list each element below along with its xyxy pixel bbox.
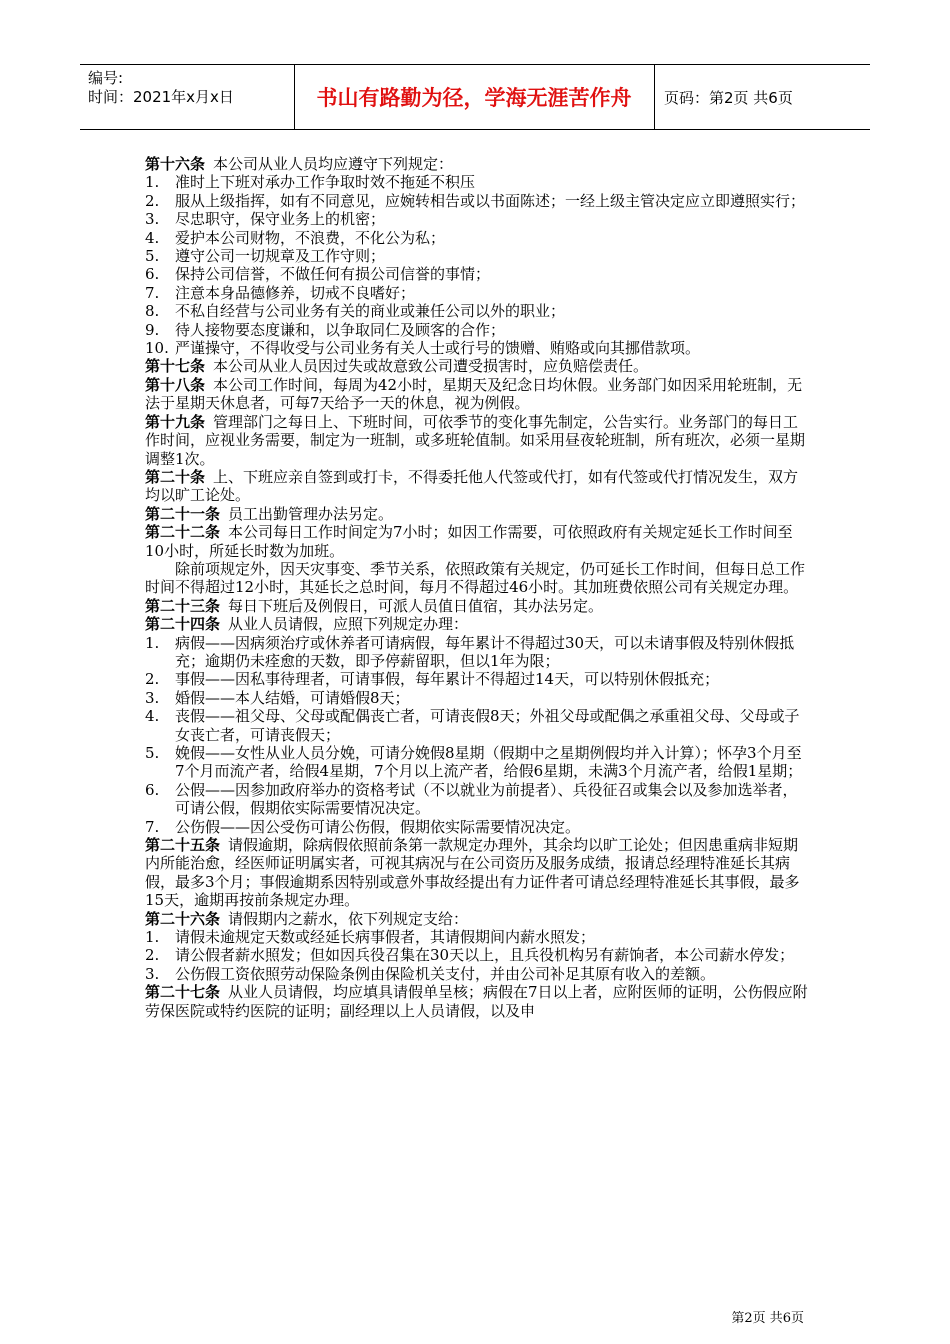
article-text: 本公司工作时间，每周为42小时，星期天及纪念日均休假。业务部门如因采用轮班制，无法于星期天休息者，可每7天给予一天的休息，视为例假。 bbox=[145, 375, 803, 413]
header-divider bbox=[654, 65, 655, 129]
article-text: 上、下班应亲自签到或打卡，不得委托他人代签或代打，如有代签或代打情况发生，双方均以旷工论处。 bbox=[145, 467, 799, 505]
list-item bbox=[145, 192, 810, 210]
list-item-number: 5. bbox=[145, 247, 160, 266]
list-item bbox=[145, 339, 810, 357]
article-22-paragraph: 除前项规定外，因天灾事变、季节关系，依照政策有关规定，仍可延长工作时间，但每日总工作时间不得超过12小时，其延长之总时间，每月不得超过46小时。其加班费依照公司有关规定办理。 bbox=[145, 559, 806, 597]
list-item bbox=[145, 689, 810, 707]
article-18 bbox=[145, 376, 810, 413]
article-title: 第二十五条 bbox=[145, 836, 221, 855]
page-header bbox=[80, 64, 870, 130]
article-25 bbox=[145, 836, 810, 910]
list-item bbox=[145, 321, 810, 339]
list-item-text: 丧假——祖父母、父母或配偶丧亡者，可请丧假8天；外祖父母或配偶之承重祖父母、父母或子女丧亡者，可请丧假天； bbox=[175, 707, 800, 744]
list-item bbox=[145, 707, 810, 744]
list-item-number: 7. bbox=[145, 817, 160, 836]
list-item bbox=[145, 229, 810, 247]
article-title: 第二十七条 bbox=[145, 983, 221, 1002]
list-item bbox=[145, 265, 810, 283]
list-item-text: 尽忠职守，保守业务上的机密； bbox=[175, 210, 386, 229]
article-title: 第二十四条 bbox=[145, 615, 221, 634]
article-title: 第二十二条 bbox=[145, 523, 221, 542]
article-17 bbox=[145, 357, 810, 375]
article-19 bbox=[145, 413, 810, 468]
list-item-text: 准时上下班对承办工作争取时效不拖延不积压 bbox=[175, 173, 476, 192]
list-item bbox=[145, 247, 810, 265]
list-item bbox=[145, 173, 810, 191]
list-item-number: 3. bbox=[145, 964, 160, 983]
list-item-number: 2. bbox=[145, 946, 160, 965]
list-item bbox=[145, 284, 810, 302]
list-item-number: 9. bbox=[145, 320, 160, 339]
list-item-text: 注意本身品德修养，切戒不良嗜好； bbox=[175, 283, 416, 302]
list-item bbox=[145, 946, 810, 964]
list-item-number: 10. bbox=[145, 339, 169, 358]
article-text: 员工出勤管理办法另定。 bbox=[228, 504, 394, 523]
list-item-number: 1. bbox=[145, 633, 160, 652]
article-20 bbox=[145, 468, 810, 505]
list-item-text: 不私自经营与公司业务有关的商业或兼任公司以外的职业； bbox=[175, 302, 566, 321]
article-title: 第二十一条 bbox=[145, 504, 221, 523]
article-22 bbox=[145, 523, 810, 560]
article-24 bbox=[145, 615, 810, 633]
article-title: 第十七条 bbox=[145, 357, 206, 376]
article-23 bbox=[145, 597, 810, 615]
article-text: 从业人员请假，应照下列规定办理： bbox=[228, 615, 469, 634]
list-item bbox=[145, 302, 810, 320]
list-item-text: 待人接物要态度谦和，以争取同仁及顾客的合作； bbox=[175, 320, 506, 339]
article-26-list bbox=[145, 928, 810, 983]
list-item-number: 6. bbox=[145, 265, 160, 284]
list-item-number: 7. bbox=[145, 283, 160, 302]
header-meta bbox=[88, 69, 293, 107]
list-item-text: 请公假者薪水照发；但如因兵役召集在30天以上，且兵役机构另有薪饷者，本公司薪水停发； bbox=[175, 946, 795, 965]
article-24-list bbox=[145, 634, 810, 836]
header-page-number: 页码：第2页 共6页 bbox=[664, 88, 793, 107]
list-item-text: 服从上级指挥，如有不同意见，应婉转相告或以书面陈述；一经上级主管决定应立即遵照实行； bbox=[175, 191, 806, 210]
article-text: 本公司从业人员因过失或故意致公司遭受损害时，应负赔偿责任。 bbox=[213, 357, 649, 376]
article-27 bbox=[145, 983, 810, 1020]
list-item-number: 5. bbox=[145, 744, 160, 762]
article-title: 第二十六条 bbox=[145, 909, 221, 928]
page-footer: 第2页 共6页 bbox=[731, 1311, 804, 1326]
list-item-text: 事假——因私事待理者，可请事假，每年累计不得超过14天，可以特别休假抵充； bbox=[175, 670, 720, 689]
article-26 bbox=[145, 910, 810, 928]
list-item bbox=[145, 634, 810, 671]
article-text: 请假逾期，除病假依照前条第一款规定办理外，其余均以旷工论处；但因患重病非短期内所能治愈，经医师证明属实者，可视其病况与在公司资历及服务成绩，报请总经理特准延长其病假，最多3个月；事假逾期系因特别或意外事故经提出有力证件者可请总经理特准延长其事假，最多15天，逾期再按前条规定办理。 bbox=[145, 836, 800, 910]
list-item-text: 保持公司信誉，不做任何有损公司信誉的事情； bbox=[175, 265, 491, 284]
time-label: 时间：2021年x月x日 bbox=[88, 88, 234, 106]
list-item-text: 爱护本公司财物，不浪费，不化公为私； bbox=[175, 228, 446, 247]
article-title: 第二十三条 bbox=[145, 596, 221, 615]
article-text: 本公司从业人员均应遵守下列规定： bbox=[213, 155, 454, 173]
list-item-number: 2. bbox=[145, 670, 160, 689]
list-item bbox=[145, 965, 810, 983]
article-text: 请假期内之薪水，依下列规定支给： bbox=[228, 909, 469, 928]
article-title: 第二十条 bbox=[145, 467, 206, 486]
article-21 bbox=[145, 505, 810, 523]
article-title: 第十九条 bbox=[145, 412, 206, 431]
list-item-text: 婚假——本人结婚，可请婚假8天； bbox=[175, 688, 410, 707]
list-item-number: 3. bbox=[145, 688, 160, 707]
article-text: 管理部门之每日上、下班时间，可依季节的变化事先制定，公告实行。业务部门的每日工作时间，应视业务需要，制定为一班制，或多班轮值制。如采用昼夜轮班制，所有班次，必须一星期调整1次。 bbox=[145, 412, 806, 468]
document-body bbox=[145, 155, 810, 1020]
list-item-text: 公伤假——因公受伤可请公伤假，假期依实际需要情况决定。 bbox=[175, 817, 581, 836]
article-16-list bbox=[145, 173, 810, 357]
article-text: 本公司每日工作时间定为7小时；如因工作需要，可依照政府有关规定延长工作时间至10小时，所延长时数为加班。 bbox=[145, 523, 793, 560]
list-item bbox=[145, 781, 810, 818]
header-motto: 书山有路勤为径，学海无涯苦作舟 bbox=[316, 86, 632, 110]
list-item-number: 4. bbox=[145, 228, 160, 247]
list-item bbox=[145, 670, 810, 688]
list-item-number: 3. bbox=[145, 210, 160, 229]
list-item-text: 病假——因病须治疗或休养者可请病假，每年累计不得超过30天，可以未请事假及特别休假抵充；逾期仍未痊愈的天数，即予停薪留职，但以1年为限； bbox=[175, 633, 795, 670]
list-item-text: 娩假——女性从业人员分娩，可请分娩假8星期（假期中之星期例假均并入计算）；怀孕3个月至7个月而流产者，给假4星期，7个月以上流产者，给假6星期，未满3个月流产者，给假1星期； bbox=[175, 744, 803, 781]
article-text: 每日下班后及例假日，可派人员值日值宿，其办法另定。 bbox=[228, 596, 604, 615]
list-item-number: 4. bbox=[145, 707, 160, 726]
article-title: 第十六条 bbox=[145, 155, 206, 173]
list-item bbox=[145, 928, 810, 946]
list-item-text: 请假未逾规定天数或经延长病事假者，其请假期间内薪水照发； bbox=[175, 928, 596, 947]
list-item bbox=[145, 210, 810, 228]
list-item-number: 6. bbox=[145, 780, 160, 799]
list-item-text: 公伤假工资依照劳动保险条例由保险机关支付，并由公司补足其原有收入的差额。 bbox=[175, 964, 716, 983]
article-text: 从业人员请假，均应填具请假单呈核；病假在7日以上者，应附医师的证明，公伤假应附劳保医院或特约医院的证明；副经理以上人员请假，以及申 bbox=[145, 983, 808, 1020]
list-item-number: 1. bbox=[145, 173, 160, 192]
list-item-text: 严谨操守，不得收受与公司业务有关人士或行号的馈赠、贿赂或向其挪借款项。 bbox=[175, 339, 701, 358]
list-item-text: 公假——因参加政府举办的资格考试（不以就业为前提者）、兵役征召或集会以及参加选举者，可请公假，假期依实际需要情况决定。 bbox=[175, 780, 798, 818]
list-item-number: 2. bbox=[145, 191, 160, 210]
list-item bbox=[145, 744, 810, 781]
list-item bbox=[145, 818, 810, 836]
list-item-text: 遵守公司一切规章及工作守则； bbox=[175, 247, 386, 266]
article-16 bbox=[145, 155, 810, 173]
number-label: 编号: bbox=[88, 69, 124, 87]
list-item-number: 1. bbox=[145, 928, 160, 947]
article-title: 第十八条 bbox=[145, 375, 206, 394]
list-item-number: 8. bbox=[145, 302, 160, 321]
